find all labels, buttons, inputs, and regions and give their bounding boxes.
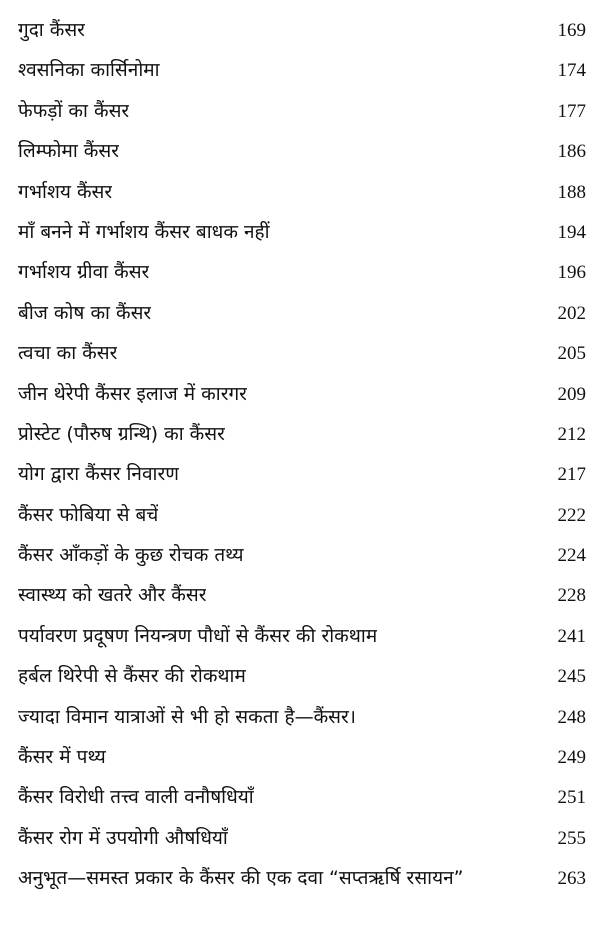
toc-entry (18, 16, 586, 56)
toc-entry (18, 622, 586, 662)
toc-entry-page-number: 245 (557, 666, 586, 688)
toc-entry-page-number: 255 (557, 827, 586, 849)
toc-entry-page-number: 196 (557, 262, 586, 284)
toc-entry-page-number: 241 (557, 625, 586, 647)
toc-entry-title: त्वचा का कैंसर (18, 342, 118, 365)
toc-entry (18, 824, 586, 864)
table-of-contents (18, 16, 586, 905)
toc-entry (18, 339, 586, 379)
toc-entry (18, 299, 586, 339)
toc-entry-page-number: 222 (557, 504, 586, 526)
toc-entry (18, 258, 586, 298)
toc-entry-title: पर्यावरण प्रदूषण नियन्त्रण पौधों से कैंसर की रोकथाम (18, 624, 378, 647)
toc-entry (18, 662, 586, 702)
toc-entry-title: अनुभूत—समस्त प्रकार के कैंसर की एक दवा “सप्तऋर्षि रसायन” (18, 867, 464, 890)
toc-entry (18, 703, 586, 743)
toc-entry-page-number: 248 (557, 706, 586, 728)
toc-entry-page-number: 205 (557, 343, 586, 365)
toc-entry (18, 420, 586, 460)
toc-entry (18, 541, 586, 581)
toc-entry-title: हर्बल थिरेपी से कैंसर की रोकथाम (18, 665, 246, 688)
toc-entry (18, 218, 586, 258)
toc-entry-title: योग द्वारा कैंसर निवारण (18, 463, 179, 486)
toc-entry-title: स्वास्थ्य को खतरे और कैंसर (18, 584, 207, 607)
toc-entry-title: बीज कोष का कैंसर (18, 301, 152, 324)
toc-entry (18, 56, 586, 96)
toc-entry (18, 743, 586, 783)
toc-entry-page-number: 209 (557, 383, 586, 405)
toc-entry-page-number: 224 (557, 545, 586, 567)
toc-entry-page-number: 194 (557, 221, 586, 243)
toc-entry-page-number: 188 (557, 181, 586, 203)
toc-entry (18, 380, 586, 420)
toc-entry-title: गर्भाशय ग्रीवा कैंसर (18, 261, 150, 284)
toc-entry-title: कैंसर फोबिया से बचें (18, 503, 159, 526)
toc-entry (18, 581, 586, 621)
toc-entry-page-number: 169 (557, 20, 586, 41)
toc-entry (18, 460, 586, 500)
toc-entry-title: फेफड़ों का कैंसर (18, 99, 130, 122)
toc-entry-page-number: 186 (557, 141, 586, 163)
toc-entry-title: कैंसर आँकड़ों के कुछ रोचक तथ्य (18, 544, 244, 567)
toc-entry (18, 137, 586, 177)
toc-entry-title: जीन थेरेपी कैंसर इलाज में कारगर (18, 382, 247, 405)
toc-entry (18, 501, 586, 541)
toc-entry-page-number: 263 (557, 868, 586, 890)
toc-entry-title: गर्भाशय कैंसर (18, 180, 113, 203)
toc-entry-page-number: 251 (557, 787, 586, 809)
toc-entry-title: माँ बनने में गर्भाशय कैंसर बाधक नहीं (18, 220, 270, 243)
toc-entry-page-number: 228 (557, 585, 586, 607)
toc-entry-page-number: 212 (557, 423, 586, 445)
toc-entry-page-number: 174 (557, 60, 586, 82)
toc-entry (18, 864, 586, 904)
toc-entry (18, 97, 586, 137)
toc-entry-title: कैंसर रोग में उपयोगी औषधियाँ (18, 826, 228, 849)
toc-entry-page-number: 177 (557, 100, 586, 122)
toc-entry-title: कैंसर में पथ्य (18, 746, 106, 769)
toc-entry-page-number: 217 (557, 464, 586, 486)
toc-entry-title: प्रोस्टेट (पौरुष ग्रन्थि) का कैंसर (18, 422, 225, 445)
toc-entry (18, 783, 586, 823)
toc-entry-title: श्वसनिका कार्सिनोमा (18, 59, 160, 82)
toc-entry-title: गुदा कैंसर (18, 19, 85, 41)
toc-entry-title: लिम्फोमा कैंसर (18, 140, 119, 163)
toc-entry-title: ज्यादा विमान यात्राओं से भी हो सकता है—कैंसर। (18, 705, 356, 728)
toc-entry (18, 178, 586, 218)
toc-entry-page-number: 249 (557, 747, 586, 769)
toc-entry-title: कैंसर विरोधी तत्त्व वाली वनौषधियाँ (18, 786, 254, 809)
toc-entry-page-number: 202 (557, 302, 586, 324)
